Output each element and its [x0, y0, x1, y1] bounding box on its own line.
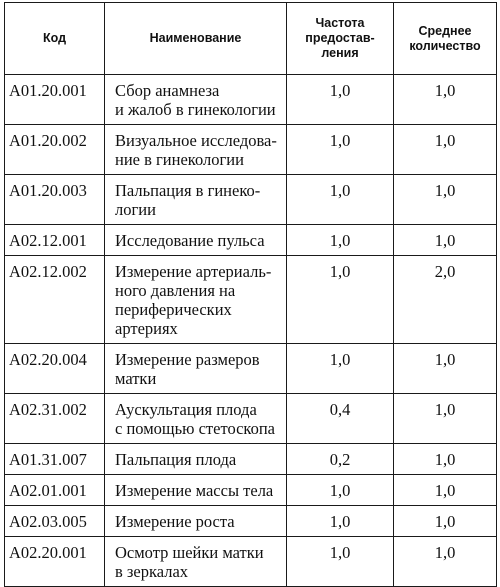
table-row	[5, 475, 497, 506]
cell-average: 1,0	[394, 344, 497, 394]
cell-name: Сбор анамнеза и жалоб в гинекологии	[105, 75, 287, 125]
table-row	[5, 537, 497, 587]
cell-frequency: 1,0	[287, 225, 394, 256]
header-code: Код	[5, 3, 105, 75]
cell-frequency: 1,0	[287, 537, 394, 587]
table-row	[5, 175, 497, 225]
cell-frequency: 1,0	[287, 344, 394, 394]
cell-name: Аускультация плода с помощью стетоскопа	[105, 394, 287, 444]
table-row	[5, 75, 497, 125]
services-table	[4, 2, 497, 587]
table-row	[5, 256, 497, 344]
table-row	[5, 394, 497, 444]
cell-average: 1,0	[394, 125, 497, 175]
cell-code: A01.20.001	[5, 75, 105, 125]
cell-code: A01.20.003	[5, 175, 105, 225]
table-header	[5, 3, 497, 75]
cell-code: A02.12.002	[5, 256, 105, 344]
table-row	[5, 125, 497, 175]
cell-name: Исследование пульса	[105, 225, 287, 256]
cell-code: A02.03.005	[5, 506, 105, 537]
cell-average: 1,0	[394, 537, 497, 587]
cell-average: 1,0	[394, 444, 497, 475]
cell-frequency: 1,0	[287, 506, 394, 537]
cell-frequency: 1,0	[287, 75, 394, 125]
cell-name: Пальпация плода	[105, 444, 287, 475]
header-row	[5, 3, 497, 75]
header-name: Наименование	[105, 3, 287, 75]
cell-average: 1,0	[394, 225, 497, 256]
cell-code: A01.20.002	[5, 125, 105, 175]
table-row	[5, 225, 497, 256]
cell-frequency: 1,0	[287, 256, 394, 344]
cell-code: A02.01.001	[5, 475, 105, 506]
cell-code: A02.20.004	[5, 344, 105, 394]
cell-name: Измерение роста	[105, 506, 287, 537]
cell-name: Измерение массы тела	[105, 475, 287, 506]
cell-frequency: 0,4	[287, 394, 394, 444]
cell-frequency: 1,0	[287, 175, 394, 225]
cell-average: 1,0	[394, 506, 497, 537]
cell-average: 1,0	[394, 394, 497, 444]
cell-average: 1,0	[394, 75, 497, 125]
cell-name: Пальпация в гинеко- логии	[105, 175, 287, 225]
cell-name: Измерение артериаль- ного давления на периферических артериях	[105, 256, 287, 344]
cell-frequency: 1,0	[287, 475, 394, 506]
cell-frequency: 0,2	[287, 444, 394, 475]
table-row	[5, 444, 497, 475]
cell-average: 1,0	[394, 175, 497, 225]
header-average: Среднее количество	[394, 3, 497, 75]
cell-code: A02.12.001	[5, 225, 105, 256]
cell-average: 1,0	[394, 475, 497, 506]
cell-name: Визуальное исследова- ние в гинекологии	[105, 125, 287, 175]
cell-average: 2,0	[394, 256, 497, 344]
cell-name: Осмотр шейки матки в зеркалах	[105, 537, 287, 587]
table-row	[5, 506, 497, 537]
cell-name: Измерение размеров матки	[105, 344, 287, 394]
table-body	[5, 75, 497, 587]
cell-code: A02.31.002	[5, 394, 105, 444]
cell-frequency: 1,0	[287, 125, 394, 175]
cell-code: A02.20.001	[5, 537, 105, 587]
header-frequency: Частота предостав- ления	[287, 3, 394, 75]
cell-code: A01.31.007	[5, 444, 105, 475]
table-row	[5, 344, 497, 394]
